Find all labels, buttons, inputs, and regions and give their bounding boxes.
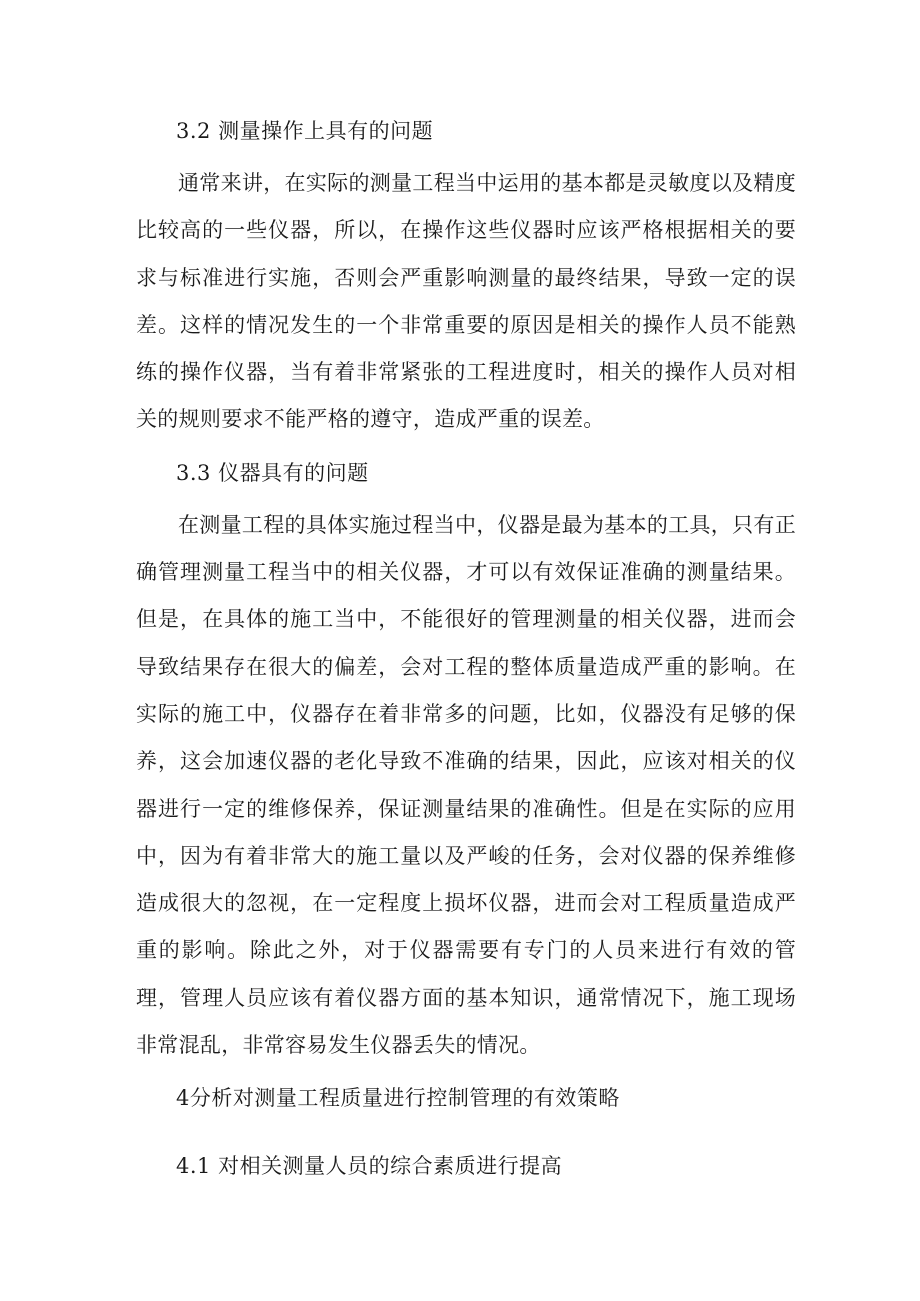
paragraph-3-3: 在测量工程的具体实施过程当中，仪器是最为基本的工具，只有正确管理测量工程当中的相关仪器，才可以有效保证准确的测量结果。但是，在具体的施工当中，不能很好的管理测量的相关仪器，进而会导致结果存在很大的偏差，会对工程的整体质量造成严重的影响。在实际的施工中，仪器存在着非常多的问题，比如，仪器没有足够的保养，这会加速仪器的老化导致不准确的结果，因此，应该对相关的仪器进行一定的维修保养，保证测量结果的准确性。但是在实际的应用中，因为有着非常大的施工量以及严峻的任务，会对仪器的保养维修造成很大的忽视，在一定程度上损坏仪器，进而会对工程质量造成严重的影响。除此之外，对于仪器需要有专门的人员来进行有效的管理，管理人员应该有着仪器方面的基本知识，通常情况下，施工现场非常混乱，非常容易发生仪器丢失的情况。 (136, 512, 796, 1058)
section-heading-4: 4分析对测量工程质量进行控制管理的有效策略 (176, 1086, 620, 1111)
section-heading-3-3: 3.3 仪器具有的问题 (176, 460, 369, 485)
paragraph-3-2: 通常来讲，在实际的测量工程当中运用的基本都是灵敏度以及精度比较高的一些仪器，所以，在操作这些仪器时应该严格根据相关的要求与标准进行实施，否则会严重影响测量的最终结果，导致一定的误差。这样的情况发生的一个非常重要的原因是相关的操作人员不能熟练的操作仪器，当有着非常紧张的工程进度时，相关的操作人员对相关的规则要求不能严格的遵守，造成严重的误差。 (136, 171, 796, 432)
document-page (136, 110, 796, 1195)
section-heading-4-1: 4.1 对相关测量人员的综合素质进行提高 (176, 1154, 563, 1179)
section-heading-3-2: 3.2 测量操作上具有的问题 (176, 119, 434, 143)
